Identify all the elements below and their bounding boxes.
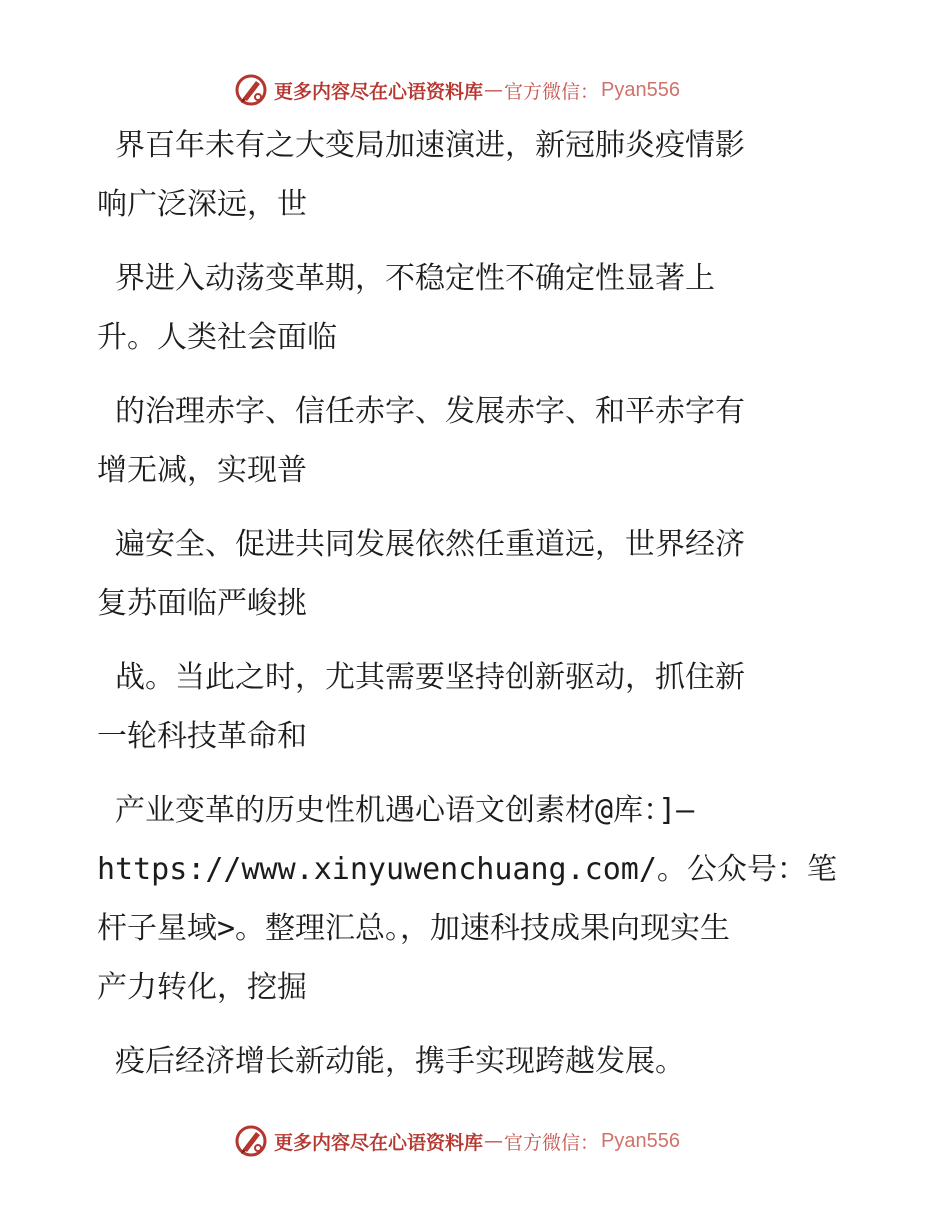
body-line-link: https://www.xinyuwenchuang.com/。公众号：笔 (97, 852, 837, 887)
footer-separator: — (484, 1130, 504, 1152)
header-site-name: 更多内容尽在心语资料库 (274, 80, 484, 103)
pen-logo-icon (234, 1124, 268, 1158)
body-line: 界百年未有之大变局加速演进，新冠肺炎疫情影 (97, 128, 746, 163)
body-line: 一轮科技革命和 (97, 719, 307, 754)
body-line: 响广泛深远，世 (97, 187, 307, 222)
header-separator: — (484, 79, 504, 101)
body-line: 复苏面临严峻挑 (97, 586, 307, 621)
body-line: 疫后经济增长新动能，携手实现跨越发展。 (97, 1044, 686, 1079)
header-wechat-label: 官方微信： (504, 80, 600, 103)
body-line: 产业变革的历史性机遇心语文创素材@库：]— (97, 793, 695, 828)
body-line: 产力转化，挖掘 (97, 970, 307, 1005)
footer-banner (234, 1121, 680, 1161)
pen-logo-icon (234, 73, 268, 107)
footer-site-name: 更多内容尽在心语资料库 (274, 1131, 484, 1154)
body-line: 增无减，实现普 (97, 453, 307, 488)
body-line: 升。人类社会面临 (97, 320, 337, 355)
body-line: 杆子星域>。整理汇总。，加速科技成果向现实生 (97, 911, 731, 946)
body-line: 战。当此之时，尤其需要坚持创新驱动，抓住新 (97, 660, 746, 695)
header-banner (234, 70, 680, 110)
body-line: 界进入动荡变革期，不稳定性不确定性显著上 (97, 261, 716, 296)
document-body (97, 116, 837, 1091)
body-line: 的治理赤字、信任赤字、发展赤字、和平赤字有 (97, 394, 746, 429)
body-line: 遍安全、促进共同发展依然任重道远，世界经济 (97, 527, 746, 562)
footer-wechat-label: 官方微信： (504, 1131, 600, 1154)
header-wechat-id: Pyan556 (601, 78, 680, 101)
footer-wechat-id: Pyan556 (601, 1129, 680, 1152)
